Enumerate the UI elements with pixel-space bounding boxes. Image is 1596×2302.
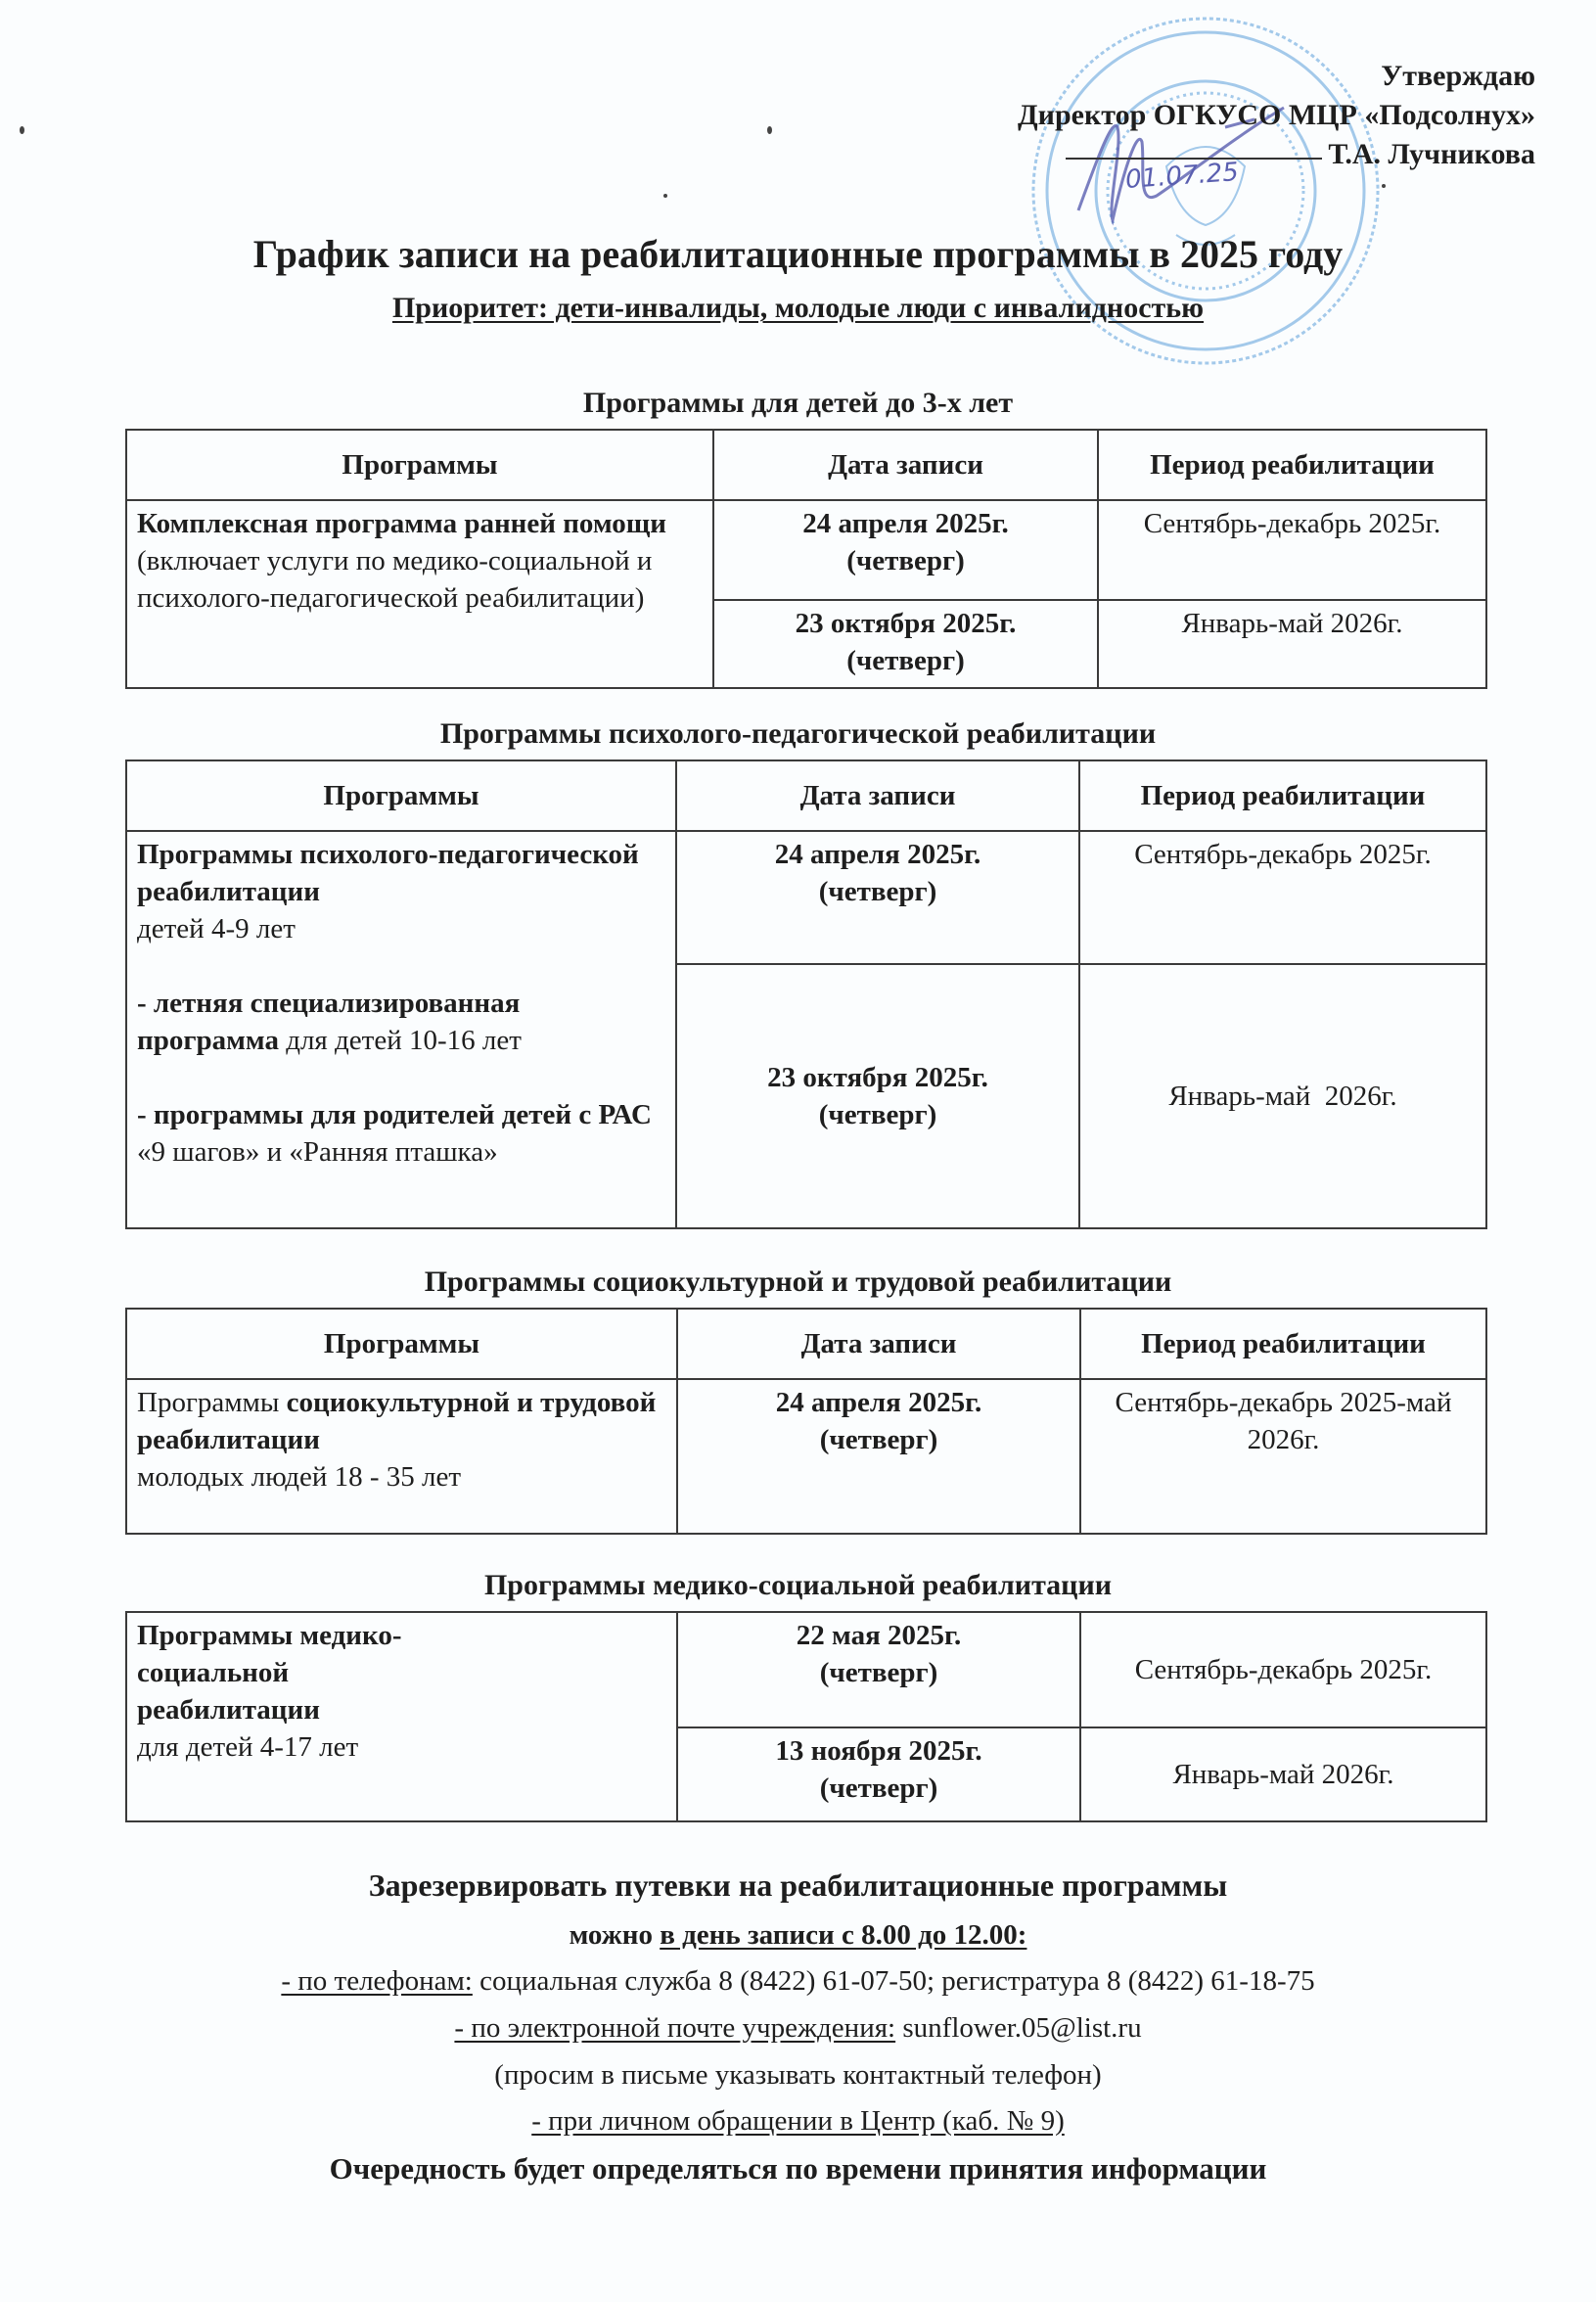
queue-note: Очередность будет определяться по времени принятия информации	[329, 2151, 1267, 2186]
header-programs: Программы	[126, 1309, 677, 1379]
program-description: детей 4-9 лет	[137, 913, 296, 944]
phone-label: - по телефонам:	[281, 1965, 473, 1997]
reserve-time-prefix: можно	[569, 1919, 661, 1951]
period-cell: Сентябрь-декабрь 2025г.	[1080, 1612, 1486, 1727]
scan-speck	[20, 126, 24, 134]
scan-speck	[663, 194, 667, 198]
header-period: Период реабилитации	[1080, 1309, 1486, 1379]
enrollment-date: 24 апреля 2025г.	[775, 1387, 982, 1418]
period-cell: Сентябрь-декабрь 2025г.	[1079, 831, 1486, 964]
program-name: Программы психолого-педагогической реабилитации	[137, 839, 639, 907]
in-person-line	[0, 2105, 1596, 2138]
page-title: График записи на реабилитационные программы в 2025 году	[252, 232, 1344, 276]
phone-numbers[interactable]: социальная служба 8 (8422) 61-07-50; регистратура 8 (8422) 61-18-75	[472, 1965, 1315, 1997]
program-name: социокультурной и трудовой реабилитации	[137, 1387, 657, 1455]
program-description: (включает услуги по медико-социальной и психолого-педагогической реабилитации)	[137, 545, 653, 614]
scan-speck	[767, 126, 772, 134]
program-name: - летняя специализированная программа	[137, 988, 521, 1056]
header-period: Период реабилитации	[1079, 760, 1486, 831]
enrollment-date: 23 октября 2025г.	[795, 608, 1017, 639]
table-header-row	[126, 430, 1486, 500]
program-description: «9 шагов» и «Ранняя пташка»	[137, 1136, 498, 1168]
weekday: (четверг)	[846, 545, 965, 576]
program-description: для детей 4-17 лет	[137, 1731, 359, 1763]
header-programs: Программы	[126, 430, 713, 500]
program-cell	[126, 500, 713, 688]
period-cell: Январь-май 2026г.	[1080, 1727, 1486, 1821]
section-title-sociocultural: Программы социокультурной и трудовой реабилитации	[424, 1266, 1172, 1298]
date-cell	[677, 1379, 1080, 1534]
section-title-early-age: Программы для детей до 3-х лет	[582, 387, 1014, 419]
enrollment-date: 24 апреля 2025г.	[802, 508, 1009, 539]
date-cell	[677, 1727, 1080, 1821]
date-cell	[676, 964, 1079, 1228]
header-date: Дата записи	[677, 1309, 1080, 1379]
section-title-medico-social: Программы медико-социальной реабилитации	[483, 1569, 1113, 1601]
period-cell: Сентябрь-декабрь 2025-май 2026г.	[1080, 1379, 1486, 1534]
table-row	[126, 500, 1486, 600]
in-person-text: - при личном обращении в Центр (каб. № 9)	[531, 2105, 1065, 2137]
header-date: Дата записи	[713, 430, 1098, 500]
table-header-row	[126, 760, 1486, 831]
reserve-heading: Зарезервировать путевки на реабилитационные программы	[368, 1867, 1228, 1903]
program-cell	[126, 1379, 677, 1534]
program-name: Комплексная программа ранней помощи	[137, 508, 666, 539]
weekday: (четверг)	[846, 645, 965, 676]
period-cell: Сентябрь-декабрь 2025г.	[1098, 500, 1486, 600]
handwritten-date: 01.07.25	[1124, 157, 1240, 196]
table-sociocultural	[125, 1308, 1487, 1535]
table-row	[126, 1379, 1486, 1534]
program-name: Программы медико-социальной реабилитации	[137, 1620, 402, 1726]
director-name: Т.А. Лучникова	[1328, 138, 1535, 170]
date-cell	[713, 600, 1098, 688]
header-date: Дата записи	[676, 760, 1079, 831]
email-line	[0, 2012, 1596, 2045]
enrollment-date: 23 октября 2025г.	[767, 1062, 988, 1093]
weekday: (четверг)	[819, 1424, 938, 1455]
weekday: (четверг)	[818, 876, 937, 907]
weekday: (четверг)	[818, 1099, 937, 1130]
enrollment-date: 24 апреля 2025г.	[774, 839, 981, 870]
table-header-row	[126, 1309, 1486, 1379]
phone-line	[0, 1965, 1596, 1998]
signature-line	[1066, 158, 1322, 160]
table-row	[126, 831, 1486, 964]
period-cell: Январь-май 2026г.	[1079, 964, 1486, 1228]
header-period: Период реабилитации	[1098, 430, 1486, 500]
reserve-time-window: в день записи с 8.00 до 12.00:	[660, 1919, 1027, 1951]
email-link[interactable]: sunflower.05@list.ru	[895, 2012, 1142, 2044]
director-position: Директор ОГКУСО МЦР «Подсолнух»	[1018, 99, 1535, 131]
program-cell	[126, 1612, 677, 1821]
reserve-time	[0, 1919, 1596, 1952]
table-early-age	[125, 429, 1487, 689]
enrollment-date: 22 мая 2025г.	[796, 1620, 962, 1651]
table-psych-ped	[125, 760, 1487, 1229]
scan-speck	[1382, 184, 1386, 188]
program-name: - программы для родителей детей с РАС	[137, 1099, 652, 1130]
email-label: - по электронной почте учреждения:	[454, 2012, 896, 2044]
program-description: для детей 10-16 лет	[278, 1025, 522, 1056]
weekday: (четверг)	[819, 1657, 938, 1688]
program-cell	[126, 831, 676, 1228]
priority-text: Приоритет: дети-инвалиды, молодые люди с инвалидностью	[391, 292, 1205, 324]
section-title-psych-ped: Программы психолого-педагогической реабилитации	[439, 717, 1157, 750]
table-row	[126, 1612, 1486, 1727]
program-prefix: Программы	[137, 1387, 287, 1418]
date-cell	[677, 1612, 1080, 1727]
program-description: молодых людей 18 - 35 лет	[137, 1461, 462, 1493]
date-cell	[676, 831, 1079, 964]
priority-subtitle	[0, 292, 1596, 325]
weekday: (четверг)	[819, 1773, 938, 1804]
table-medico-social	[125, 1611, 1487, 1822]
approval-block	[1018, 57, 1535, 174]
enrollment-date: 13 ноября 2025г.	[775, 1735, 982, 1767]
email-note: (просим в письме указывать контактный телефон)	[494, 2059, 1102, 2091]
approval-label: Утверждаю	[1381, 60, 1535, 92]
header-programs: Программы	[126, 760, 676, 831]
period-cell: Январь-май 2026г.	[1098, 600, 1486, 688]
date-cell	[713, 500, 1098, 600]
